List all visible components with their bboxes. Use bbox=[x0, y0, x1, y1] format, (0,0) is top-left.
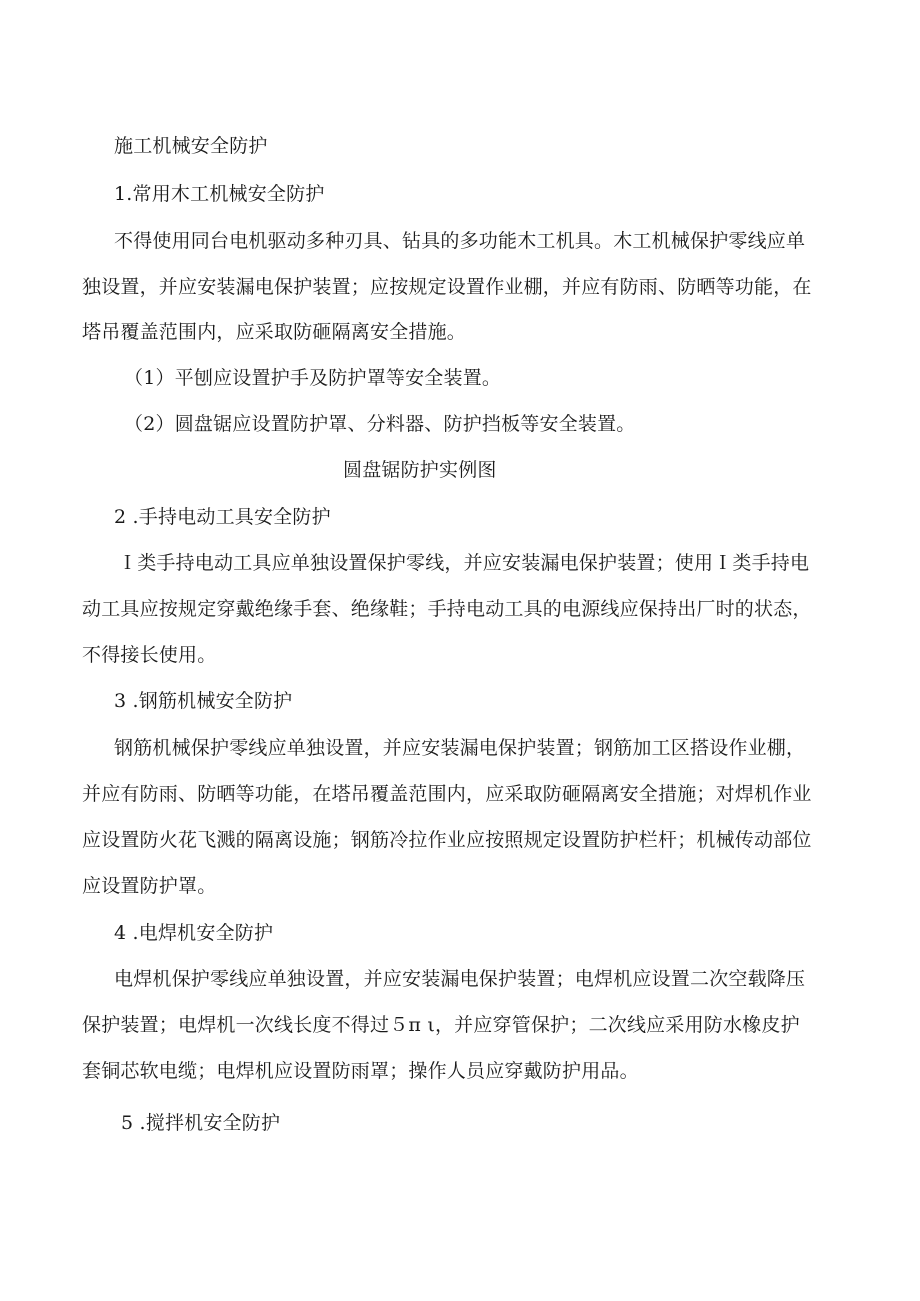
list-item-2: （2）圆盘锯应设置防护罩、分料器、防护挡板等安全装置。 bbox=[124, 413, 636, 435]
section-3-paragraph-line: 并应有防雨、防晒等功能，在塔吊覆盖范围内，应采取防砸隔离安全措施；对焊机作业 bbox=[82, 783, 812, 805]
section-2-paragraph-line: Ｉ类手持电动工具应单独设置保护零线，并应安装漏电保护装置；使用Ｉ类手持电 bbox=[118, 552, 810, 574]
section-3-paragraph-line: 钢筋机械保护零线应单独设置，并应安装漏电保护装置；钢筋加工区搭设作业棚， bbox=[114, 737, 806, 759]
section-3-heading: 3 .钢筋机械安全防护 bbox=[114, 690, 293, 712]
section-3-paragraph-line: 应设置防护罩。 bbox=[82, 875, 217, 897]
section-3-paragraph-line: 应设置防火花飞溅的隔离设施；钢筋冷拉作业应按照规定设置防护栏杆；机械传动部位 bbox=[82, 829, 812, 851]
section-2-heading: 2 .手持电动工具安全防护 bbox=[114, 506, 331, 528]
section-4-heading: 4 .电焊机安全防护 bbox=[114, 922, 274, 944]
list-item-1: （1）平刨应设置护手及防护罩等安全装置。 bbox=[124, 367, 502, 389]
section-1-paragraph-line: 不得使用同台电机驱动多种刃具、钻具的多功能木工机具。木工机械保护零线应单 bbox=[114, 230, 806, 252]
section-1-paragraph-line: 独设置，并应安装漏电保护装置；应按规定设置作业棚，并应有防雨、防晒等功能，在 bbox=[82, 276, 812, 298]
figure-caption: 圆盘锯防护实例图 bbox=[343, 459, 497, 481]
document-title: 施工机械安全防护 bbox=[114, 135, 268, 157]
section-4-paragraph-line: 电焊机保护零线应单独设置，并应安装漏电保护装置；电焊机应设置二次空载降压 bbox=[114, 968, 806, 990]
section-1-heading: 1.常用木工机械安全防护 bbox=[114, 183, 325, 205]
section-2-paragraph-line: 不得接长使用。 bbox=[82, 644, 217, 666]
section-4-paragraph-line: 套铜芯软电缆；电焊机应设置防雨罩；操作人员应穿戴防护用品。 bbox=[82, 1060, 639, 1082]
section-4-paragraph-line: 保护装置；电焊机一次线长度不得过５π ι，并应穿管保护；二次线应采用防水橡皮护 bbox=[82, 1014, 800, 1036]
section-2-paragraph-line: 动工具应按规定穿戴绝缘手套、绝缘鞋；手持电动工具的电源线应保持出厂时的状态， bbox=[82, 598, 812, 620]
section-1-paragraph-line: 塔吊覆盖范围内，应采取防砸隔离安全措施。 bbox=[82, 321, 467, 343]
section-5-heading: 5 .搅拌机安全防护 bbox=[121, 1112, 281, 1134]
